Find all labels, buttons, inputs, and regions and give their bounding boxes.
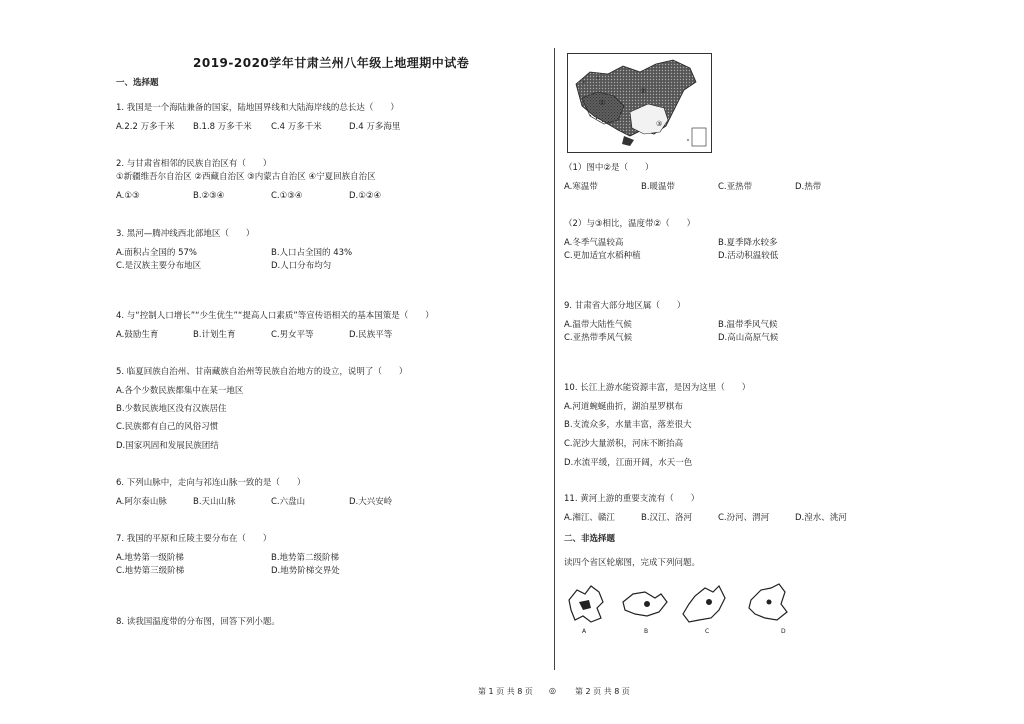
question-8-2-stem: （2）与③相比，温度带②（ ）: [564, 219, 696, 229]
question-8-2-option-d[interactable]: D.活动积温较低: [718, 251, 779, 261]
map-label-1: ①: [599, 99, 606, 107]
question-8-2-option-b[interactable]: B.夏季降水较多: [718, 238, 778, 248]
province-label-c: C: [705, 628, 710, 635]
question-7-option-d[interactable]: D.地势阶梯交界处: [271, 566, 340, 576]
question-1-option-d[interactable]: D.4 万多海里: [349, 122, 401, 132]
question-2-stem: 2. 与甘肃省相邻的民族自治区有（ ）: [116, 159, 272, 169]
question-3-option-b[interactable]: B.人口占全国的 43%: [271, 248, 353, 258]
china-map-icon: [568, 54, 711, 152]
question-4-option-d[interactable]: D.民族平等: [349, 330, 393, 340]
question-6-stem: 6. 下列山脉中，走向与祁连山脉一致的是（ ）: [116, 478, 306, 488]
question-8-1-stem: （1）图中②是（ ）: [564, 163, 654, 173]
question-2-option-c[interactable]: C.①③④: [271, 191, 303, 201]
question-2-option-a[interactable]: A.①③: [116, 191, 140, 201]
question-1-option-b[interactable]: B.1.8 万多千米: [193, 122, 252, 132]
question-4-option-b[interactable]: B.计划生育: [193, 330, 236, 340]
question-5-option-b[interactable]: B.少数民族地区没有汉族居住: [116, 404, 227, 414]
question-8-1-option-d[interactable]: D.热带: [795, 182, 822, 192]
question-2-option-d[interactable]: D.①②④: [349, 191, 382, 201]
question-8-2-option-c[interactable]: C.更加适宜水稻种植: [564, 251, 641, 261]
section-heading-non-choice: 二、非选择题: [564, 534, 616, 544]
question-1-option-c[interactable]: C.4 万多千米: [271, 122, 322, 132]
question-6-option-d[interactable]: D.大兴安岭: [349, 497, 393, 507]
question-7-option-a[interactable]: A.地势第一级阶梯: [116, 553, 184, 563]
question-11-option-d[interactable]: D.湟水、洮河: [795, 513, 847, 523]
question-3-option-a[interactable]: A.面积占全国的 57%: [116, 248, 197, 258]
question-3-option-c[interactable]: C.是汉族主要分布地区: [116, 261, 202, 271]
question-4-option-a[interactable]: A.鼓励生育: [116, 330, 159, 340]
question-1-option-a[interactable]: A.2.2 万多千米: [116, 122, 175, 132]
page-number-left: 第 1 页 共 8 页: [478, 687, 533, 696]
province-label-d: D: [781, 628, 786, 635]
question-12-stem: 读四个省区轮廓图，完成下列问题。: [564, 558, 701, 568]
question-5-option-c[interactable]: C.民族都有自己的风俗习惯: [116, 422, 219, 432]
question-11-option-c[interactable]: C.汾河、渭河: [718, 513, 770, 523]
question-1-stem: 1. 我国是一个海陆兼备的国家，陆地国界线和大陆海岸线的总长达（ ）: [116, 103, 399, 113]
question-3-option-d[interactable]: D.人口分布均匀: [271, 261, 332, 271]
question-10-stem: 10. 长江上游水能资源丰富，是因为这里（ ）: [564, 383, 751, 393]
question-5-stem: 5. 临夏回族自治州、甘南藏族自治州等民族自治地方的设立，说明了（ ）: [116, 367, 408, 377]
question-9-option-d[interactable]: D.高山高原气候: [718, 333, 779, 343]
province-outlines-icon: [563, 578, 803, 630]
question-8-1-option-a[interactable]: A.寒温带: [564, 182, 598, 192]
question-4-stem: 4. 与“控制人口增长”“少生优生”“提高人口素质”等宣传语相关的基本国策是（ ）: [116, 311, 434, 321]
question-7-option-c[interactable]: C.地势第三级阶梯: [116, 566, 185, 576]
question-8-2-option-a[interactable]: A.冬季气温较高: [564, 238, 624, 248]
question-9-option-c[interactable]: C.亚热带季风气候: [564, 333, 633, 343]
question-9-stem: 9. 甘肃省大部分地区属（ ）: [564, 301, 686, 311]
question-6-option-b[interactable]: B.天山山脉: [193, 497, 236, 507]
question-6-option-a[interactable]: A.阿尔泰山脉: [116, 497, 167, 507]
question-11-option-a[interactable]: A.湘江、赣江: [564, 513, 615, 523]
page-title: 2019-2020学年甘肃兰州八年级上地理期中试卷: [193, 56, 470, 70]
question-9-option-b[interactable]: B.温带季风气候: [718, 320, 778, 330]
temperature-zone-map: [567, 53, 712, 153]
map-label-3: ③: [656, 120, 663, 128]
question-2-items: ①新疆维吾尔自治区 ②西藏自治区 ③内蒙古自治区 ④宁夏回族自治区: [116, 172, 376, 182]
province-label-b: B: [644, 628, 649, 635]
section-heading-choice: 一、选择题: [116, 78, 159, 88]
question-5-option-a[interactable]: A.各个少数民族都集中在某一地区: [116, 386, 244, 396]
question-6-option-c[interactable]: C.六盘山: [271, 497, 306, 507]
column-divider: [554, 48, 555, 670]
question-9-option-a[interactable]: A.温带大陆性气候: [564, 320, 632, 330]
question-8-1-option-b[interactable]: B.暖温带: [641, 182, 676, 192]
question-10-option-a[interactable]: A.河道蜿蜒曲折，湖泊星罗棋布: [564, 402, 683, 412]
question-10-option-d[interactable]: D.水流平缓，江面开阔，水天一色: [564, 458, 693, 468]
page-number-right: 第 2 页 共 8 页: [575, 687, 630, 696]
question-7-option-b[interactable]: B.地势第二级阶梯: [271, 553, 340, 563]
question-7-stem: 7. 我国的平原和丘陵主要分布在（ ）: [116, 534, 272, 544]
question-11-stem: 11. 黄河上游的重要支流有（ ）: [564, 494, 700, 504]
question-3-stem: 3. 黑河—腾冲线西北部地区（ ）: [116, 229, 255, 239]
question-8-stem: 8. 读我国温度带的分布图，回答下列小题。: [116, 617, 280, 627]
question-4-option-c[interactable]: C.男女平等: [271, 330, 314, 340]
question-11-option-b[interactable]: B.汉江、洛河: [641, 513, 693, 523]
question-5-option-d[interactable]: D.国家巩固和发展民族团结: [116, 441, 219, 451]
question-8-1-option-c[interactable]: C.亚热带: [718, 182, 753, 192]
page-separator-icon: ◎: [549, 686, 556, 695]
question-10-option-c[interactable]: C.泥沙大量淤积，河床不断抬高: [564, 439, 684, 449]
question-10-option-b[interactable]: B.支流众多，水量丰富，落差很大: [564, 420, 692, 430]
map-label-2: ②: [640, 87, 647, 95]
province-label-a: A: [582, 628, 587, 635]
question-2-option-b[interactable]: B.②③④: [193, 191, 225, 201]
